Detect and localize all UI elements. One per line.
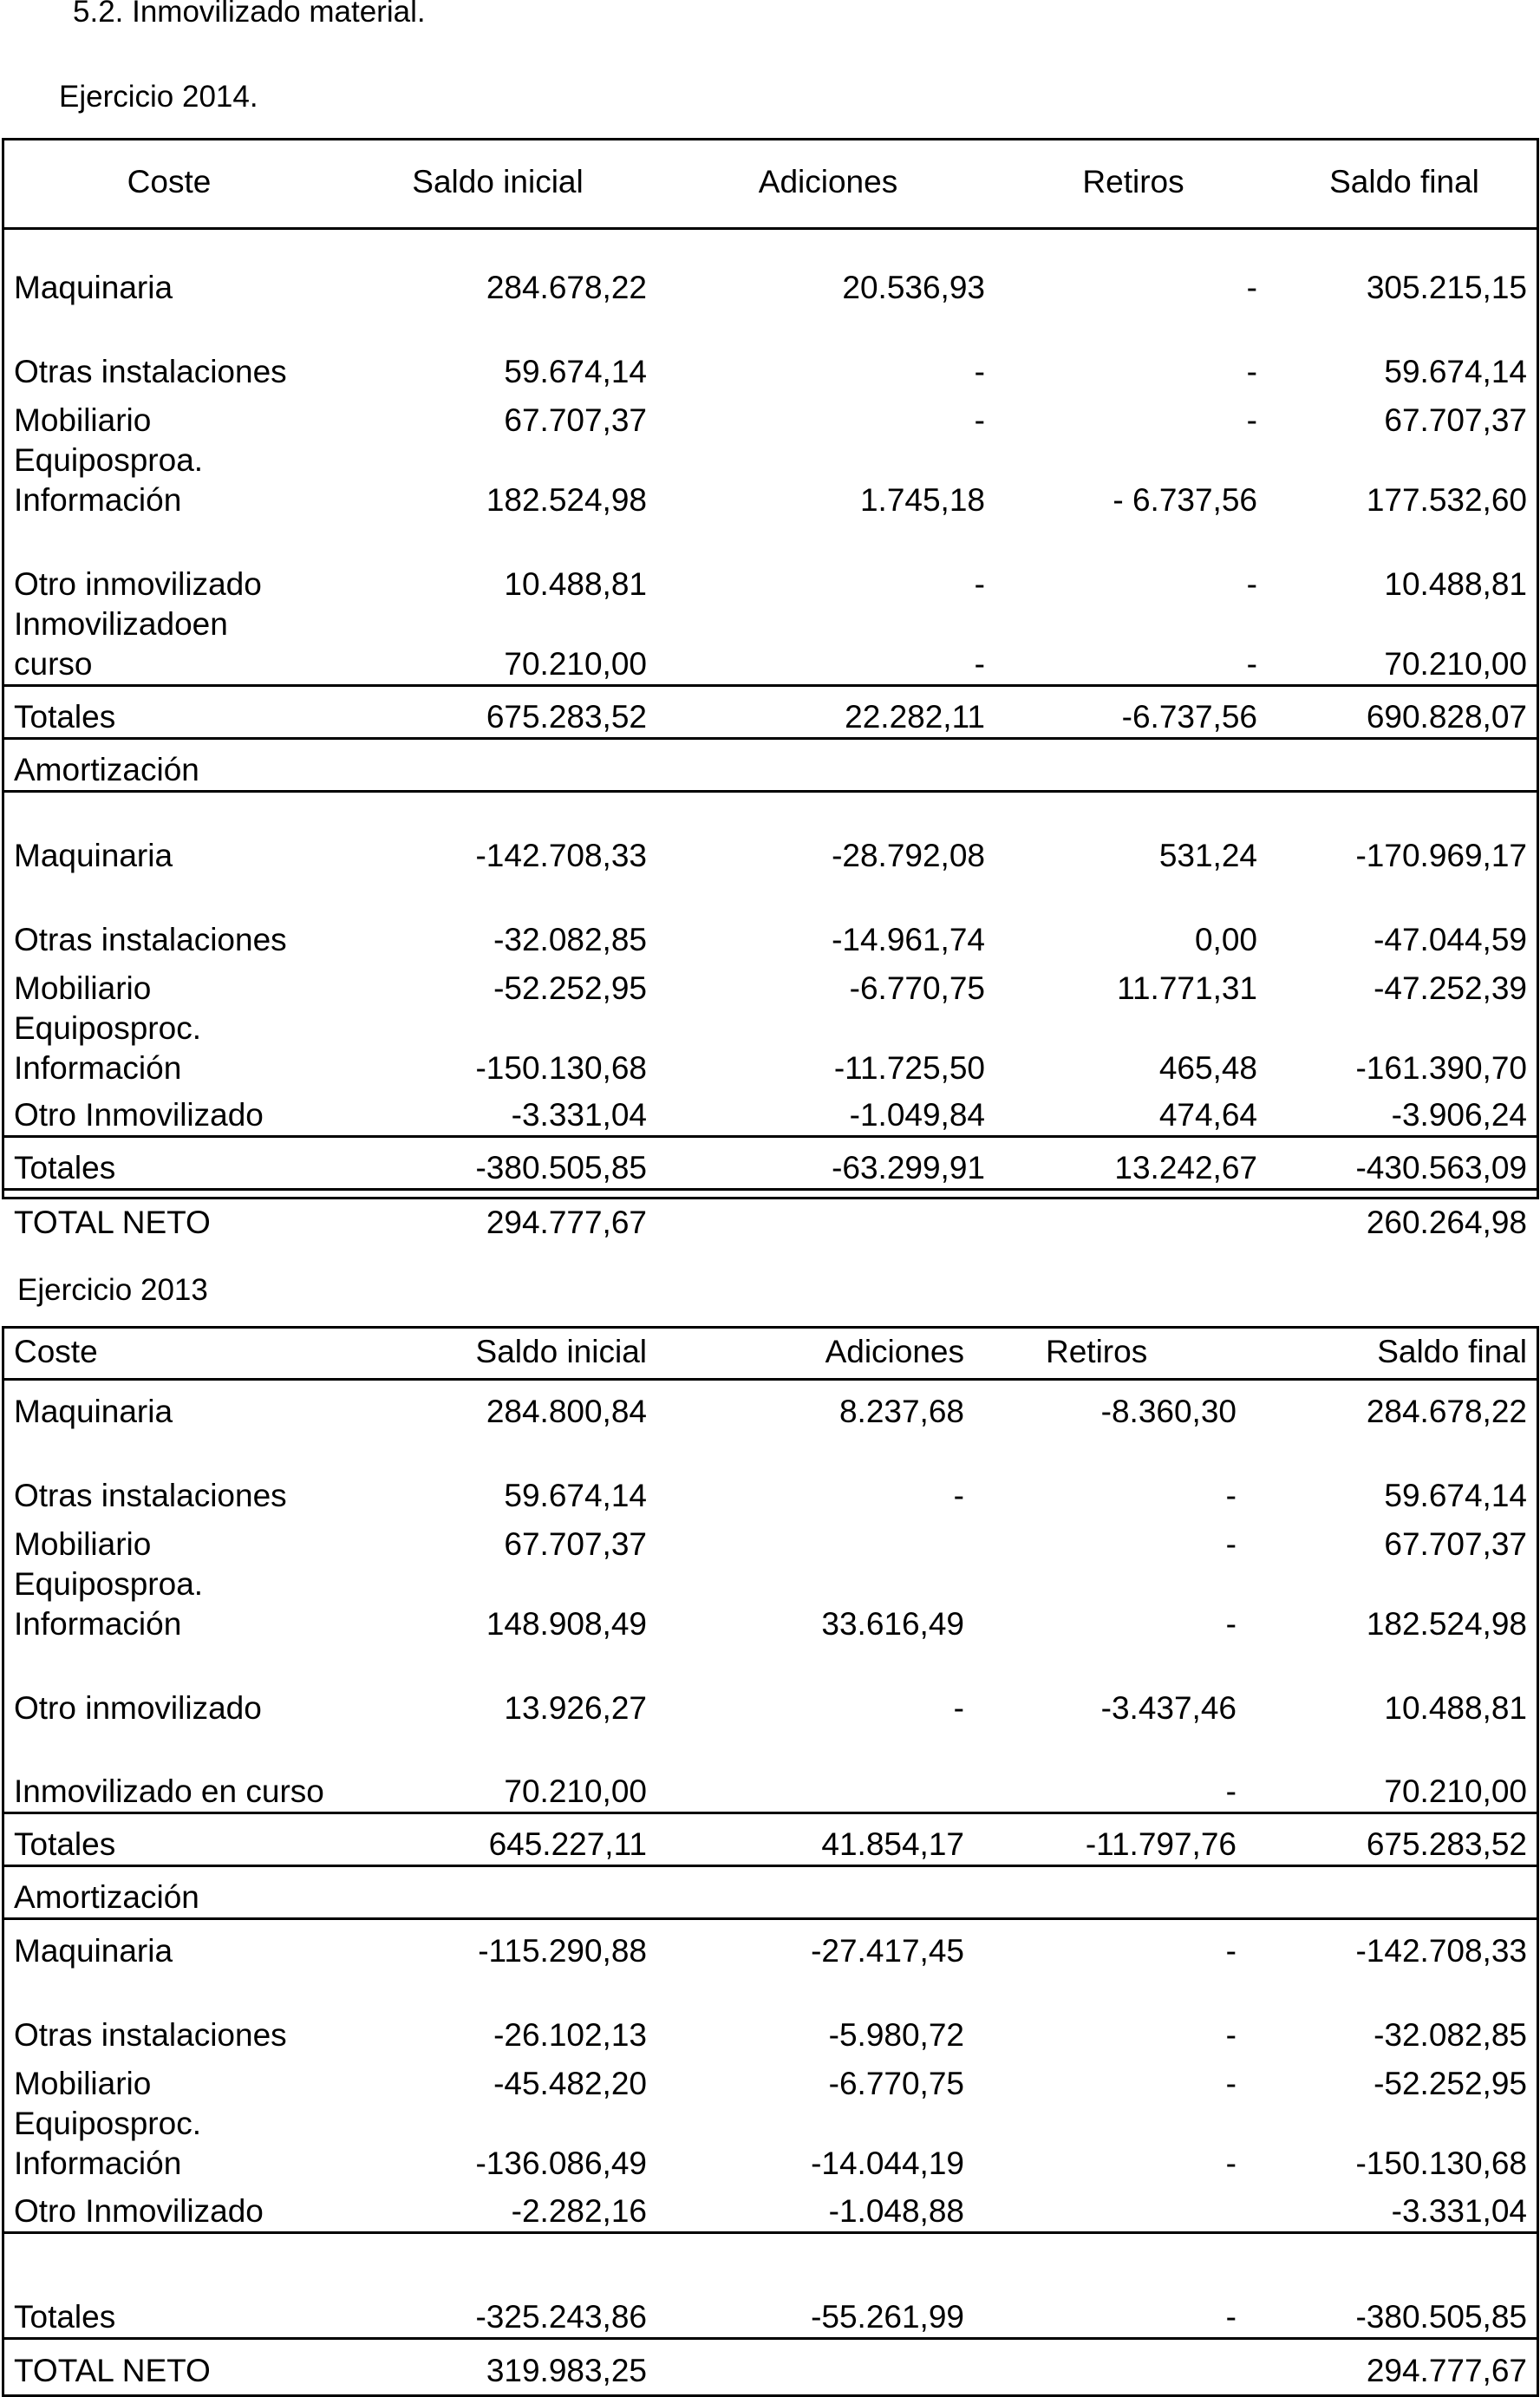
table-row <box>2 2055 1539 2104</box>
cell-value: -52.252,95 <box>493 970 647 1006</box>
section-title: 5.2. Inmovilizado material. <box>73 0 426 29</box>
amortization-header: Amortización <box>2 1865 1539 1918</box>
net-total-value: 294.777,67 <box>336 1190 659 1243</box>
cell-value: 182.524,98 <box>1366 1606 1527 1642</box>
row-label-part: proa. <box>129 442 204 478</box>
cell-value: -1.049,84 <box>849 1097 985 1133</box>
row-label-part: curso <box>14 646 93 682</box>
cell-value: 284.800,84 <box>336 1379 659 1432</box>
table-row <box>2 520 1539 604</box>
table-row <box>2 441 1539 520</box>
net-total-value <box>659 2338 976 2391</box>
cell-value: -52.252,95 <box>1374 2066 1527 2101</box>
row-label: Otro Inmovilizado <box>14 1097 264 1133</box>
net-total-value: 260.264,98 <box>1269 1190 1539 1243</box>
cell-value: - <box>974 402 985 438</box>
column-header: Saldo final <box>1329 164 1479 200</box>
total-value: 675.283,52 <box>336 686 659 739</box>
cell-value: 10.488,81 <box>504 566 647 602</box>
row-label: Otras instalaciones <box>14 2017 287 2053</box>
cell-value: -6.770,75 <box>849 970 985 1006</box>
cell-value: 11.771,31 <box>1117 970 1257 1006</box>
total-value: -380.505,85 <box>336 1137 659 1190</box>
row-label-part: Información <box>14 2146 182 2181</box>
cell-value: -14.044,19 <box>811 2146 964 2181</box>
table-2013 <box>2 1326 1539 2391</box>
row-label: Mobiliario <box>14 2066 152 2101</box>
row-label: Inmovilizado en curso <box>14 1773 324 1809</box>
cell-value: 10.488,81 <box>1384 1690 1527 1726</box>
net-total-label: TOTAL NETO <box>2 1190 336 1243</box>
cell-value: 70.210,00 <box>1384 646 1527 682</box>
cell-value: 70.210,00 <box>504 646 647 682</box>
total-value: 22.282,11 <box>659 686 997 739</box>
cell-value: 67.707,37 <box>1384 1526 1527 1562</box>
cell-value: -150.130,68 <box>475 1049 647 1086</box>
cell-value: -142.708,33 <box>1249 1918 1539 1971</box>
cell-value: 1.745,18 <box>859 482 985 518</box>
cell-value: -14.961,74 <box>832 921 985 957</box>
cell-value: - <box>976 1918 1249 1971</box>
total-label: Totales <box>2 1137 336 1190</box>
total-value: 690.828,07 <box>1269 686 1539 739</box>
row-label: Mobiliario <box>14 1526 152 1562</box>
table-row <box>2 1516 1539 1564</box>
cell-value: 465,48 <box>1158 1049 1257 1086</box>
row-label: Otro inmovilizado <box>14 1690 262 1726</box>
cell-value: 284.678,22 <box>336 228 659 308</box>
cell-value: - <box>1225 1606 1237 1642</box>
cell-value: -3.331,04 <box>1391 2192 1527 2229</box>
row-label-part: Equipos <box>14 2106 130 2141</box>
row-label <box>2 1564 336 1644</box>
cell-value: 59.674,14 <box>1384 1478 1527 1513</box>
table-row <box>2 138 1539 228</box>
total-value: -11.797,76 <box>976 1812 1249 1865</box>
table-row <box>2 604 1539 686</box>
column-header: Adiciones <box>825 1333 964 1369</box>
table-row <box>2 739 1539 792</box>
table-row <box>2 2232 1539 2338</box>
row-label: Mobiliario <box>14 402 152 438</box>
cell-value: -5.980,72 <box>828 2017 964 2053</box>
table-row <box>2 1009 1539 1088</box>
total-label: Totales <box>2 2232 336 2338</box>
cell-value: 67.707,37 <box>1384 402 1527 438</box>
cell-value: - <box>1246 402 1257 438</box>
total-value: 645.227,11 <box>336 1812 659 1865</box>
total-label: Totales <box>2 686 336 739</box>
column-header: Retiros <box>1046 1333 1148 1369</box>
year-2014-title: Ejercicio 2014. <box>59 80 258 114</box>
cell-value: -115.290,88 <box>336 1918 659 1971</box>
cell-value: 0,00 <box>1194 921 1257 957</box>
row-label-part: en <box>192 606 228 642</box>
cell-value: -142.708,33 <box>336 792 659 876</box>
total-value: 13.242,67 <box>997 1137 1269 1190</box>
row-label <box>2 604 336 686</box>
row-label <box>2 1009 336 1088</box>
table-row <box>2 960 1539 1009</box>
row-label-part: Información <box>14 1606 182 1642</box>
row-label: Otro inmovilizado <box>14 566 262 602</box>
table-row <box>2 2338 1539 2391</box>
cell-value: -6.770,75 <box>828 2066 964 2101</box>
row-label: Maquinaria <box>2 1918 336 1971</box>
table-row <box>2 1812 1539 1865</box>
cell-value: - <box>1246 566 1257 602</box>
table-row <box>2 1432 1539 1516</box>
total-value: -325.243,86 <box>336 2232 659 2338</box>
cell-value: 13.926,27 <box>504 1690 647 1726</box>
cell-value: 59.674,14 <box>504 354 647 389</box>
net-total-value: 319.983,25 <box>336 2338 659 2391</box>
table-row <box>2 1137 1539 1190</box>
cell-value: 59.674,14 <box>504 1478 647 1513</box>
cell-value: 70.210,00 <box>1384 1773 1527 1809</box>
cell-value: - <box>1225 1526 1237 1562</box>
year-2013-title: Ejercicio 2013 <box>17 1273 208 1307</box>
table-2014 <box>2 138 1539 1243</box>
cell-value: -47.252,39 <box>1374 970 1527 1006</box>
row-label: Otras instalaciones <box>14 1478 287 1513</box>
row-label: Otro Inmovilizado <box>14 2192 264 2229</box>
total-value: -6.737,56 <box>997 686 1269 739</box>
table-row <box>2 1728 1539 1812</box>
cell-value: -32.082,85 <box>493 921 647 957</box>
row-label: Maquinaria <box>2 228 336 308</box>
table-row <box>2 392 1539 441</box>
cell-value: 474,64 <box>1158 1097 1257 1133</box>
table-row <box>2 1564 1539 1644</box>
cell-value: 59.674,14 <box>1384 354 1527 389</box>
table-row <box>2 1918 1539 1971</box>
net-total-value <box>659 1190 997 1243</box>
cell-value: 148.908,49 <box>486 1606 647 1642</box>
column-header: Saldo inicial <box>412 164 584 200</box>
cell-value: 67.707,37 <box>504 402 647 438</box>
column-header: Saldo final <box>1377 1333 1527 1369</box>
cell-value: 8.237,68 <box>659 1379 976 1432</box>
cell-value: - <box>953 1690 964 1726</box>
table-row <box>2 1190 1539 1243</box>
cell-value: -161.390,70 <box>1355 1049 1527 1086</box>
cell-value: -32.082,85 <box>1374 2017 1527 2053</box>
row-label-part: proa. <box>129 1566 204 1602</box>
cell-value: - <box>1225 2146 1237 2181</box>
cell-value: 67.707,37 <box>504 1526 647 1562</box>
cell-value: - <box>1225 2066 1237 2101</box>
cell-value: 70.210,00 <box>504 1773 647 1809</box>
column-header: Adiciones <box>758 164 898 200</box>
cell-value: - <box>974 354 985 389</box>
net-total-value <box>976 2338 1249 2391</box>
table-row <box>2 1379 1539 1432</box>
row-label: Maquinaria <box>2 792 336 876</box>
cell-value: - <box>1225 2017 1237 2053</box>
row-label: Mobiliario <box>14 970 152 1006</box>
table-row <box>2 2184 1539 2232</box>
table-row <box>2 1644 1539 1728</box>
column-header: Retiros <box>1082 164 1184 200</box>
total-value: -63.299,91 <box>659 1137 997 1190</box>
cell-value: -136.086,49 <box>475 2146 647 2181</box>
cell-value: - 6.737,56 <box>1113 482 1257 518</box>
cell-value: - <box>1246 646 1257 682</box>
total-value: - <box>976 2232 1249 2338</box>
table-row <box>2 1088 1539 1137</box>
cell-value <box>659 1516 976 1564</box>
net-total-label: TOTAL NETO <box>2 2338 336 2391</box>
row-label: Maquinaria <box>2 1379 336 1432</box>
amortization-header: Amortización <box>2 739 1539 792</box>
cell-value: - <box>1225 1478 1237 1513</box>
cell-value: 10.488,81 <box>1384 566 1527 602</box>
total-value: -55.261,99 <box>659 2232 976 2338</box>
row-label: Otras instalaciones <box>14 921 287 957</box>
total-value: 675.283,52 <box>1249 1812 1539 1865</box>
table-row <box>2 876 1539 960</box>
row-label-part: Equipos <box>14 1009 130 1046</box>
cell-value: 33.616,49 <box>821 1606 964 1642</box>
cell-value: -47.044,59 <box>1374 921 1527 957</box>
cell-value: -150.130,68 <box>1355 2146 1527 2181</box>
row-label-part: Equipos <box>14 442 130 478</box>
row-label <box>2 441 336 520</box>
table-row <box>2 228 1539 308</box>
table-row <box>2 308 1539 392</box>
cell-value: -28.792,08 <box>659 792 997 876</box>
row-label-part: proc. <box>129 2106 201 2141</box>
net-total-value <box>997 1190 1269 1243</box>
table-row <box>2 792 1539 876</box>
cell-value: -8.360,30 <box>976 1379 1249 1432</box>
cell-value: -170.969,17 <box>1269 792 1539 876</box>
cell-value: -3.906,24 <box>1391 1097 1527 1133</box>
total-value: -430.563,09 <box>1269 1137 1539 1190</box>
row-label-part: Información <box>14 1049 182 1086</box>
cell-value: -3.437,46 <box>1100 1690 1237 1726</box>
cell-value: -1.048,88 <box>828 2192 964 2229</box>
cell-value: 305.215,15 <box>1269 228 1539 308</box>
column-header: Saldo inicial <box>475 1333 647 1369</box>
table-row <box>2 1865 1539 1918</box>
cell-value: - <box>1246 354 1257 389</box>
total-value: -380.505,85 <box>1249 2232 1539 2338</box>
row-label-part: proc. <box>129 1009 201 1046</box>
cell-value: -45.482,20 <box>493 2066 647 2101</box>
cell-value <box>659 1728 976 1812</box>
total-label: Totales <box>2 1812 336 1865</box>
cell-value: 284.678,22 <box>1249 1379 1539 1432</box>
cell-value: -3.331,04 <box>511 1097 647 1133</box>
cell-value: 182.524,98 <box>486 482 647 518</box>
table-row <box>2 686 1539 739</box>
cell-value: 20.536,93 <box>659 228 997 308</box>
cell-value: - <box>974 566 985 602</box>
cell-value: -2.282,16 <box>511 2192 647 2229</box>
table-row <box>2 1971 1539 2055</box>
total-value: 41.854,17 <box>659 1812 976 1865</box>
table-row <box>2 2104 1539 2184</box>
column-header: Coste <box>127 164 212 200</box>
net-total-value: 294.777,67 <box>1249 2338 1539 2391</box>
cell-value: - <box>1225 1773 1237 1809</box>
cell-value: - <box>997 228 1269 308</box>
row-label-part: Equipos <box>14 1566 130 1602</box>
row-label-part: Información <box>14 482 182 518</box>
row-label: Otras instalaciones <box>14 354 287 389</box>
table-row <box>2 1326 1539 1379</box>
cell-value: 531,24 <box>997 792 1269 876</box>
row-label <box>2 2104 336 2184</box>
cell-value: -11.725,50 <box>833 1049 985 1086</box>
column-header: Coste <box>14 1333 98 1369</box>
cell-value <box>976 2184 1249 2232</box>
row-label-part: Inmovilizado <box>14 606 192 642</box>
cell-value: -26.102,13 <box>493 2017 647 2053</box>
cell-value: - <box>974 646 985 682</box>
cell-value: -27.417,45 <box>659 1918 976 1971</box>
cell-value: - <box>953 1478 964 1513</box>
cell-value: 177.532,60 <box>1366 482 1527 518</box>
